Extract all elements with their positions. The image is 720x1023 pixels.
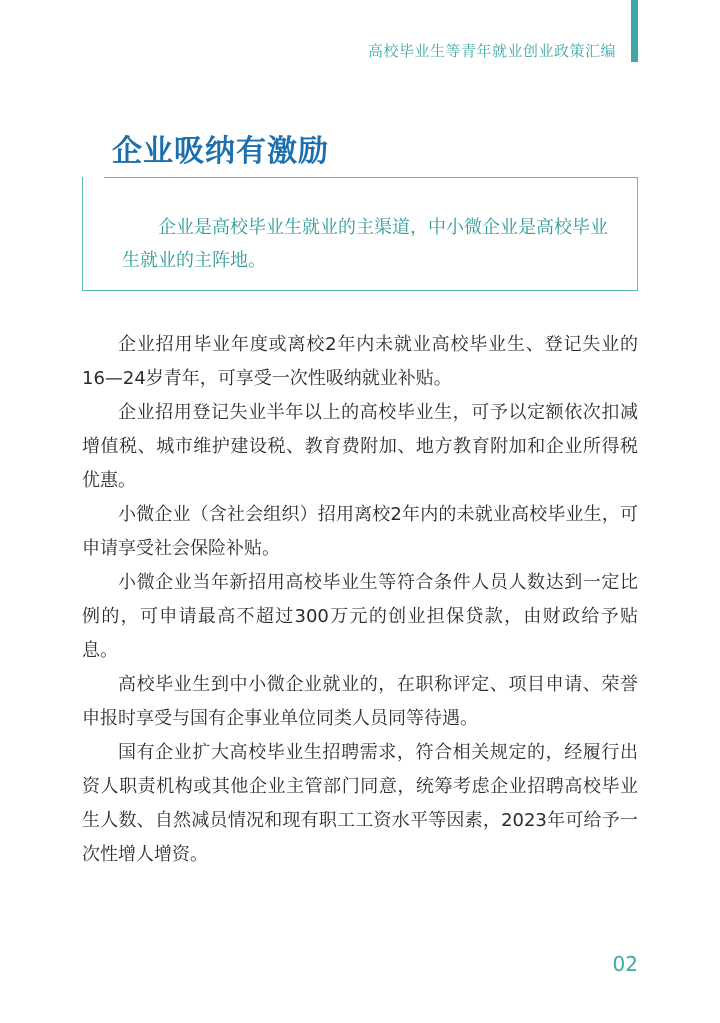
callout-box	[82, 177, 638, 291]
section-title: 企业吸纳有激励	[112, 134, 329, 169]
paragraph: 企业招用毕业年度或离校2年内未就业高校毕业生、登记失业的16—24岁青年，可享受一次性吸纳就业补贴。	[82, 334, 638, 389]
paragraph: 小微企业当年新招用高校毕业生等符合条件人员人数达到一定比例的，可申请最高不超过300万元的创业担保贷款，由财政给予贴息。	[82, 572, 638, 661]
callout-border-bottom	[82, 290, 638, 291]
paragraph: 国有企业扩大高校毕业生招聘需求，符合相关规定的，经履行出资人职责机构或其他企业主管部门同意，统筹考虑企业招聘高校毕业生人数、自然减员情况和现有职工工资水平等因素，2023年可给予一次性增人增资。	[82, 742, 638, 865]
page-number: 02	[612, 952, 638, 976]
paragraph: 小微企业（含社会组织）招用离校2年内的未就业高校毕业生，可申请享受社会保险补贴。	[82, 504, 638, 559]
body-text	[82, 328, 638, 872]
header-accent-bar	[631, 0, 638, 62]
running-header: 高校毕业生等青年就业创业政策汇编	[367, 42, 616, 60]
callout-border-left	[82, 177, 83, 291]
callout-text: 企业是高校毕业生就业的主渠道，中小微企业是高校毕业生就业的主阵地。	[122, 217, 608, 271]
paragraph: 高校毕业生到中小微企业就业的，在职称评定、项目申请、荣誉申报时享受与国有企事业单位同类人员同等待遇。	[82, 674, 638, 729]
callout-border-right	[637, 177, 638, 291]
paragraph: 企业招用登记失业半年以上的高校毕业生，可予以定额依次扣减增值税、城市维护建设税、教育费附加、地方教育附加和企业所得税优惠。	[82, 402, 638, 491]
callout-border-top	[104, 177, 638, 178]
